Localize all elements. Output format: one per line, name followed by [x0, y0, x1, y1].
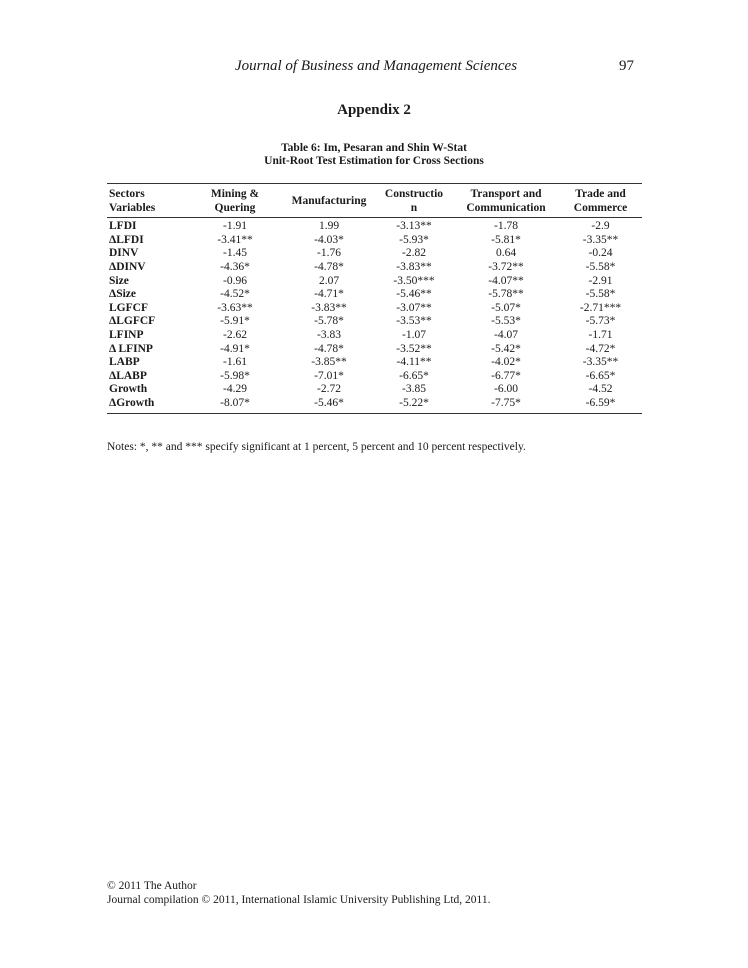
table-cell: -4.52* [220, 288, 250, 301]
column-header-line: Constructio [384, 188, 444, 200]
table-cell: -5.73* [585, 315, 616, 328]
table-cell: -0.96 [223, 274, 247, 287]
table-cell: -3.85 [402, 383, 426, 396]
table-cell: -5.81* [491, 233, 521, 246]
unit-root-table [107, 183, 642, 414]
footer-compilation: Journal compilation © 2011, International Islamic University Publishing Ltd, 2011. [107, 894, 491, 906]
table-cell: -5.78** [488, 288, 524, 301]
table-cell: -3.53** [396, 315, 432, 328]
table-cell: -3.50*** [393, 274, 435, 287]
table-cell: -4.11** [396, 356, 432, 369]
table-cell: -6.65* [585, 369, 616, 382]
table-cell: -8.07* [220, 397, 250, 410]
row-label: ΔLABP [109, 369, 147, 382]
table-cell: -5.98* [220, 369, 250, 382]
table-row [107, 218, 642, 234]
table-caption-line-1: Table 6: Im, Pesaran and Shin W-Stat [281, 142, 467, 154]
table-cell: -4.78* [314, 342, 344, 355]
table-cell: -2.72 [317, 383, 341, 396]
row-label: LGFCF [109, 301, 148, 314]
table-cell: -4.29 [223, 383, 247, 396]
table-row [107, 370, 642, 384]
table-cell: -3.63** [217, 301, 253, 314]
table-cell: -7.01* [314, 369, 344, 382]
table-cell: -4.36* [220, 261, 250, 274]
table-cell: -5.53* [491, 315, 521, 328]
table-row [107, 261, 642, 275]
table-cell: -1.45 [223, 247, 247, 260]
table-cell: -6.77* [491, 369, 521, 382]
table-row [107, 274, 642, 288]
table-cell: -3.52** [396, 342, 432, 355]
table-cell: -5.42* [491, 342, 521, 355]
table-header [107, 184, 642, 218]
column-header-line: Sectors [109, 188, 145, 200]
table-cell: -5.58* [585, 288, 616, 301]
table-cell: -6.00 [494, 383, 518, 396]
row-label: DINV [109, 247, 139, 260]
table-cell: -4.07** [488, 274, 524, 287]
table-row [107, 356, 642, 370]
table-cell: -4.52 [588, 383, 613, 396]
column-header-line: n [410, 202, 418, 214]
table-cell: -4.71* [314, 288, 344, 301]
row-label: ΔLFDI [109, 233, 144, 246]
table-cell: -2.9 [591, 220, 610, 233]
table-cell: -4.91* [220, 342, 250, 355]
row-label: LABP [109, 356, 140, 369]
table-row [107, 302, 642, 316]
table-caption-line-2: Unit-Root Test Estimation for Cross Sections [264, 155, 484, 167]
table-row [107, 288, 642, 302]
running-header [0, 58, 748, 78]
table-row [107, 234, 642, 248]
appendix-title: Appendix 2 [337, 102, 411, 118]
column-header-line: Quering [214, 202, 256, 214]
table-caption [0, 142, 748, 168]
table-cell: -3.13** [396, 220, 432, 233]
table-cell: -3.35** [582, 233, 619, 246]
table-cell: -5.46* [314, 397, 344, 410]
column-header-line: Communication [466, 202, 546, 214]
column-header-line: Commerce [573, 202, 628, 214]
table-row [107, 342, 642, 356]
row-label: LFDI [109, 220, 137, 233]
row-label: Δ LFINP [109, 342, 153, 355]
table-cell: -3.83** [396, 261, 432, 274]
table-cell: -3.07** [396, 301, 432, 314]
table-row [107, 315, 642, 329]
table-cell: -1.61 [223, 356, 247, 369]
table-cell: 1.99 [318, 220, 340, 233]
table-cell: -2.82 [402, 247, 426, 260]
table-cell: 2.07 [318, 274, 340, 287]
column-header-2 [283, 184, 375, 218]
footer-copyright: © 2011 The Author [107, 880, 197, 892]
row-label: ΔLGFCF [109, 315, 156, 328]
journal-title: Journal of Business and Management Sciences [235, 58, 518, 74]
table-cell: -4.78* [314, 261, 344, 274]
table-cell: -1.76 [317, 247, 341, 260]
column-header-0 [107, 184, 187, 218]
page-number: 97 [619, 58, 634, 74]
column-header-1 [187, 184, 283, 218]
table-cell: -5.91* [220, 315, 250, 328]
table-cell: -2.71*** [579, 301, 622, 314]
table-cell: -6.65* [399, 369, 429, 382]
column-header-line: Variables [109, 202, 156, 214]
table-cell: -1.07 [402, 329, 426, 342]
page-footer [107, 879, 491, 907]
table-cell: -5.58* [585, 261, 616, 274]
table-cell: -1.71 [588, 329, 613, 342]
table-cell: -3.41** [217, 233, 253, 246]
row-label: ΔDINV [109, 261, 146, 274]
table-cell: -3.72** [488, 261, 524, 274]
table-cell: -1.78 [494, 220, 518, 233]
row-label: LFINP [109, 329, 144, 342]
table-cell: -4.72* [585, 342, 616, 355]
table-notes: Notes: *, ** and *** specify significant at 1 percent, 5 percent and 10 percent respectively. [107, 441, 526, 453]
table-cell: -7.75* [491, 397, 521, 410]
table-row [107, 383, 642, 397]
table-cell: -5.46** [396, 288, 432, 301]
table-cell: -4.03* [314, 233, 344, 246]
table-cell: -2.62 [223, 329, 247, 342]
table-cell: -3.83** [311, 301, 347, 314]
column-header-4 [453, 184, 559, 218]
table-cell: 0.64 [495, 247, 517, 260]
table-row [107, 329, 642, 343]
row-label: Size [109, 274, 129, 287]
row-label: Growth [109, 383, 148, 396]
table-cell: -3.35** [582, 356, 619, 369]
column-header-line: Transport and [470, 188, 542, 200]
table-cell: -2.91 [588, 274, 613, 287]
row-label: ΔGrowth [109, 397, 155, 410]
column-header-5 [559, 184, 642, 218]
column-header-line: Trade and [575, 188, 626, 200]
table-cell: -5.07* [491, 301, 521, 314]
table-cell: -3.85** [311, 356, 347, 369]
column-header-line: Manufacturing [291, 195, 367, 207]
table-cell: -1.91 [223, 220, 247, 233]
table-cell: -4.07 [494, 329, 518, 342]
column-header-3 [375, 184, 453, 218]
table-cell: -4.02* [491, 356, 521, 369]
table-header-row [107, 184, 642, 218]
table-cell: -3.83 [317, 329, 341, 342]
table-cell: -0.24 [588, 247, 613, 260]
table-body [107, 218, 642, 414]
table-cell: -6.59* [585, 397, 616, 410]
table-cell: -5.22* [399, 397, 429, 410]
row-label: ΔSize [109, 288, 137, 301]
column-header-line: Mining & [210, 188, 260, 200]
table-row [107, 397, 642, 414]
table-row [107, 247, 642, 261]
table-cell: -5.78* [314, 315, 344, 328]
table-cell: -5.93* [399, 233, 429, 246]
